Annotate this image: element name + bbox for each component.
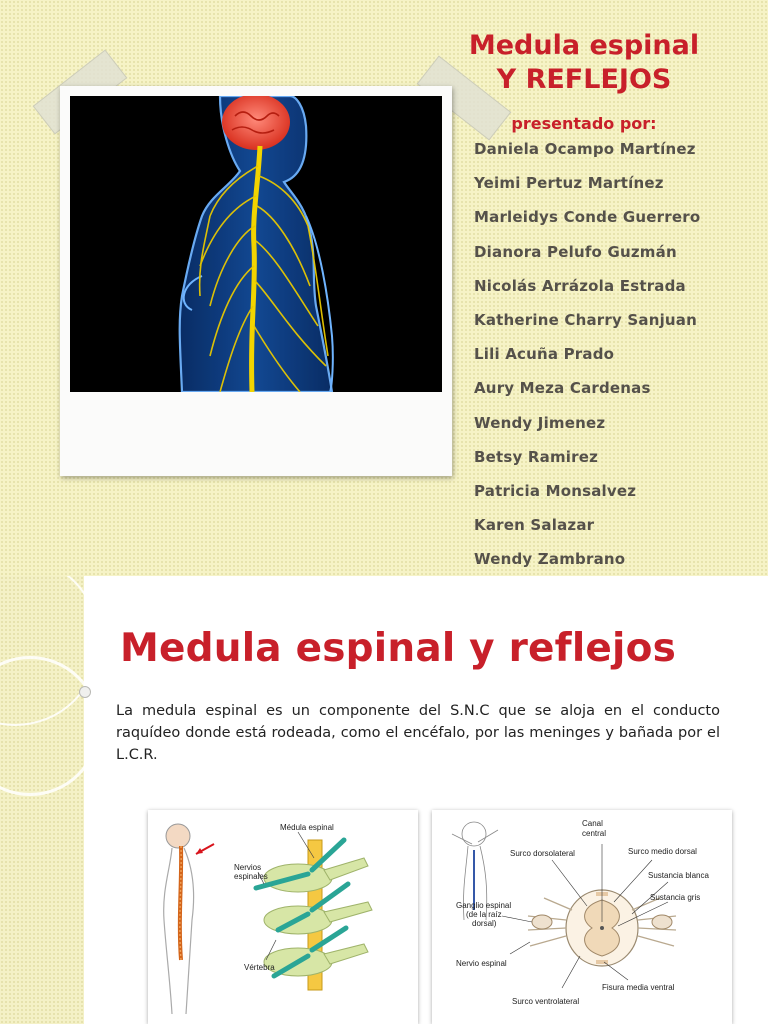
label-central: central [582, 829, 607, 838]
nervous-system-image [70, 96, 442, 392]
label-dorsal: dorsal) [472, 919, 497, 928]
spinal-cord-vertebra-figure [148, 810, 418, 1024]
content-slide [0, 576, 768, 1024]
presenter-name: Dianora Pelufo Guzmán [474, 242, 677, 261]
label-sustancia-gris: Sustancia gris [650, 893, 701, 902]
label-surco-medio-dorsal: Surco medio dorsal [628, 847, 697, 856]
presenter-name: Karen Salazar [474, 516, 595, 535]
presenter-name: Marleidys Conde Guerrero [474, 208, 701, 227]
presented-by-label: presentado por: [511, 114, 657, 133]
presenter-name: Aury Meza Cardenas [474, 379, 651, 398]
label-surco-ventrolateral: Surco ventrolateral [512, 997, 580, 1006]
label-nervio-espinal: Nervio espinal [456, 959, 507, 968]
presenter-name: Lili Acuña Prado [474, 345, 615, 364]
slide-title: Medula espinal y reflejos [120, 626, 677, 671]
photo-frame [60, 86, 452, 476]
presenter-name: Wendy Jimenez [474, 413, 606, 432]
presenter-name: Katherine Charry Sanjuan [474, 310, 698, 329]
label-surco-dorsolateral: Surco dorsolateral [510, 849, 575, 858]
presenter-name: Nicolás Arrázola Estrada [474, 276, 686, 295]
label-espinales: espinales [234, 872, 268, 881]
spinal-cord-cross-section-figure [432, 810, 732, 1024]
label-vertebra: Vértebra [244, 963, 275, 972]
label-sustancia-blanca: Sustancia blanca [648, 871, 709, 880]
presenter-list [474, 138, 764, 576]
human-silhouette-icon [164, 824, 214, 1014]
presenter-name: Wendy Zambrano [474, 550, 626, 569]
label-fisura-media-ventral: Fisura media ventral [602, 983, 675, 992]
decorative-side-panel [0, 576, 84, 1024]
label-de-la-raiz: (de la raíz [466, 910, 502, 919]
presenter-name: Patricia Monsalvez [474, 481, 637, 500]
label-ganglio-espinal: Ganglio espinal [456, 901, 512, 910]
label-canal: Canal [582, 819, 603, 828]
presenter-name: Yeimi Pertuz Martínez [474, 174, 664, 193]
title-line-2: Y REFLEJOS [496, 64, 672, 95]
label-nervios: Nervios [234, 863, 262, 872]
presenter-name: Betsy Ramirez [474, 447, 599, 466]
title-line-1: Medula espinal [468, 30, 700, 61]
label-medula-espinal: Médula espinal [280, 823, 334, 832]
presenter-name: Daniela Ocampo Martínez [474, 140, 696, 158]
slide-body-text: La medula espinal es un componente del S.N.C que se aloja en el conducto raquídeo donde está rodeada, como el encéfalo, por las meninges y bañada por el L.C.R. [116, 703, 720, 763]
decorative-dot [79, 686, 91, 698]
